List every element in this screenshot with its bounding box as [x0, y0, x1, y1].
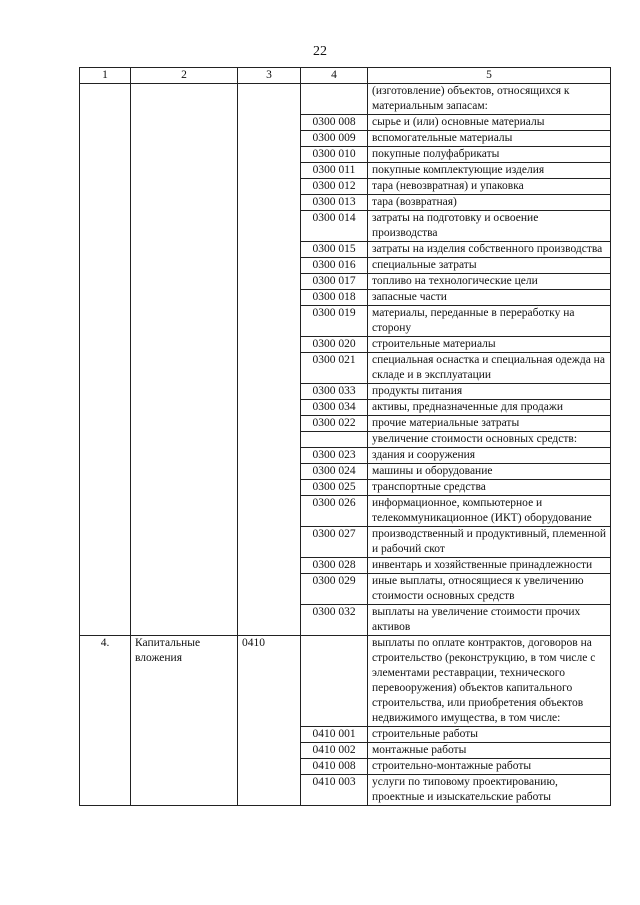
item-text-cell: выплаты на увеличение стоимости прочих активов — [368, 605, 611, 636]
item-text-cell: информационное, компьютерное и телекоммуникационное (ИКТ) оборудование — [368, 496, 611, 527]
item-text-cell: затраты на подготовку и освоение производства — [368, 211, 611, 242]
item-text-cell: материалы, переданные в переработку на сторону — [368, 306, 611, 337]
section-number-cell — [80, 84, 131, 636]
item-code-cell: 0300 033 — [301, 384, 368, 400]
section-code-cell — [238, 84, 301, 636]
item-code-cell: 0300 022 — [301, 416, 368, 432]
item-code-cell: 0410 001 — [301, 727, 368, 743]
item-code-cell: 0300 026 — [301, 496, 368, 527]
item-text-cell: запасные части — [368, 290, 611, 306]
item-code-cell: 0410 008 — [301, 759, 368, 775]
item-code-cell: 0300 016 — [301, 258, 368, 274]
table-row — [80, 636, 611, 727]
section-name-cell: Капитальные вложения — [131, 636, 238, 806]
item-text-cell: транспортные средства — [368, 480, 611, 496]
item-code-cell: 0300 028 — [301, 558, 368, 574]
item-text-cell: строительные работы — [368, 727, 611, 743]
item-code-cell: 0300 012 — [301, 179, 368, 195]
item-text-cell: здания и сооружения — [368, 448, 611, 464]
item-code-cell: 0300 025 — [301, 480, 368, 496]
item-text-cell: сырье и (или) основные материалы — [368, 115, 611, 131]
item-text-cell: активы, предназначенные для продажи — [368, 400, 611, 416]
item-code-cell: 0300 034 — [301, 400, 368, 416]
description-cell: выплаты по оплате контрактов, договоров на строительство (реконструкцию, в том числе с элементами реставрации, технического перевооружения) объектов капитального строительства, или приобретения объектов недвижимого имущества, в том числе: — [368, 636, 611, 727]
item-code-cell — [301, 432, 368, 448]
table-header-row — [80, 68, 611, 84]
item-code-cell: 0300 032 — [301, 605, 368, 636]
item-code-cell — [301, 636, 368, 727]
item-code-cell: 0300 019 — [301, 306, 368, 337]
item-code-cell: 0300 018 — [301, 290, 368, 306]
item-text-cell: специальные затраты — [368, 258, 611, 274]
item-text-cell: тара (невозвратная) и упаковка — [368, 179, 611, 195]
item-text-cell: строительные материалы — [368, 337, 611, 353]
item-code-cell: 0300 023 — [301, 448, 368, 464]
column-header: 2 — [131, 68, 238, 84]
column-header: 1 — [80, 68, 131, 84]
table-row — [80, 84, 611, 115]
item-code-cell: 0300 015 — [301, 242, 368, 258]
subheader-cell: увеличение стоимости основных средств: — [368, 432, 611, 448]
item-text-cell: иные выплаты, относящиеся к увеличению стоимости основных средств — [368, 574, 611, 605]
item-code-cell: 0300 010 — [301, 147, 368, 163]
item-text-cell: специальная оснастка и специальная одежда на складе и в эксплуатации — [368, 353, 611, 384]
item-code-cell: 0300 017 — [301, 274, 368, 290]
item-text-cell: продукты питания — [368, 384, 611, 400]
item-text-cell: покупные полуфабрикаты — [368, 147, 611, 163]
column-header: 5 — [368, 68, 611, 84]
item-text-cell: вспомогательные материалы — [368, 131, 611, 147]
item-code-cell: 0300 009 — [301, 131, 368, 147]
item-code-cell: 0300 027 — [301, 527, 368, 558]
item-code-cell: 0300 020 — [301, 337, 368, 353]
item-code-cell: 0300 029 — [301, 574, 368, 605]
item-text-cell: затраты на изделия собственного производства — [368, 242, 611, 258]
item-text-cell: строительно-монтажные работы — [368, 759, 611, 775]
item-code-cell: 0300 021 — [301, 353, 368, 384]
section-code-cell: 0410 — [238, 636, 301, 806]
item-code-cell — [301, 84, 368, 115]
item-code-cell: 0300 008 — [301, 115, 368, 131]
codes-table — [79, 67, 611, 806]
item-text-cell: услуги по типовому проектированию, проектные и изыскательские работы — [368, 775, 611, 806]
column-header: 3 — [238, 68, 301, 84]
section-number-cell: 4. — [80, 636, 131, 806]
page-number: 22 — [313, 44, 327, 59]
section-name-cell — [131, 84, 238, 636]
item-text-cell: покупные комплектующие изделия — [368, 163, 611, 179]
item-text-cell: инвентарь и хозяйственные принадлежности — [368, 558, 611, 574]
item-text-cell: производственный и продуктивный, племенной и рабочий скот — [368, 527, 611, 558]
item-text-cell: тара (возвратная) — [368, 195, 611, 211]
item-code-cell: 0300 024 — [301, 464, 368, 480]
item-code-cell: 0410 003 — [301, 775, 368, 806]
item-code-cell: 0300 014 — [301, 211, 368, 242]
item-code-cell: 0300 011 — [301, 163, 368, 179]
item-text-cell: топливо на технологические цели — [368, 274, 611, 290]
description-cell: (изготовление) объектов, относящихся к материальным запасам: — [368, 84, 611, 115]
item-text-cell: монтажные работы — [368, 743, 611, 759]
item-code-cell: 0300 013 — [301, 195, 368, 211]
item-text-cell: машины и оборудование — [368, 464, 611, 480]
item-code-cell: 0410 002 — [301, 743, 368, 759]
item-text-cell: прочие материальные затраты — [368, 416, 611, 432]
column-header: 4 — [301, 68, 368, 84]
